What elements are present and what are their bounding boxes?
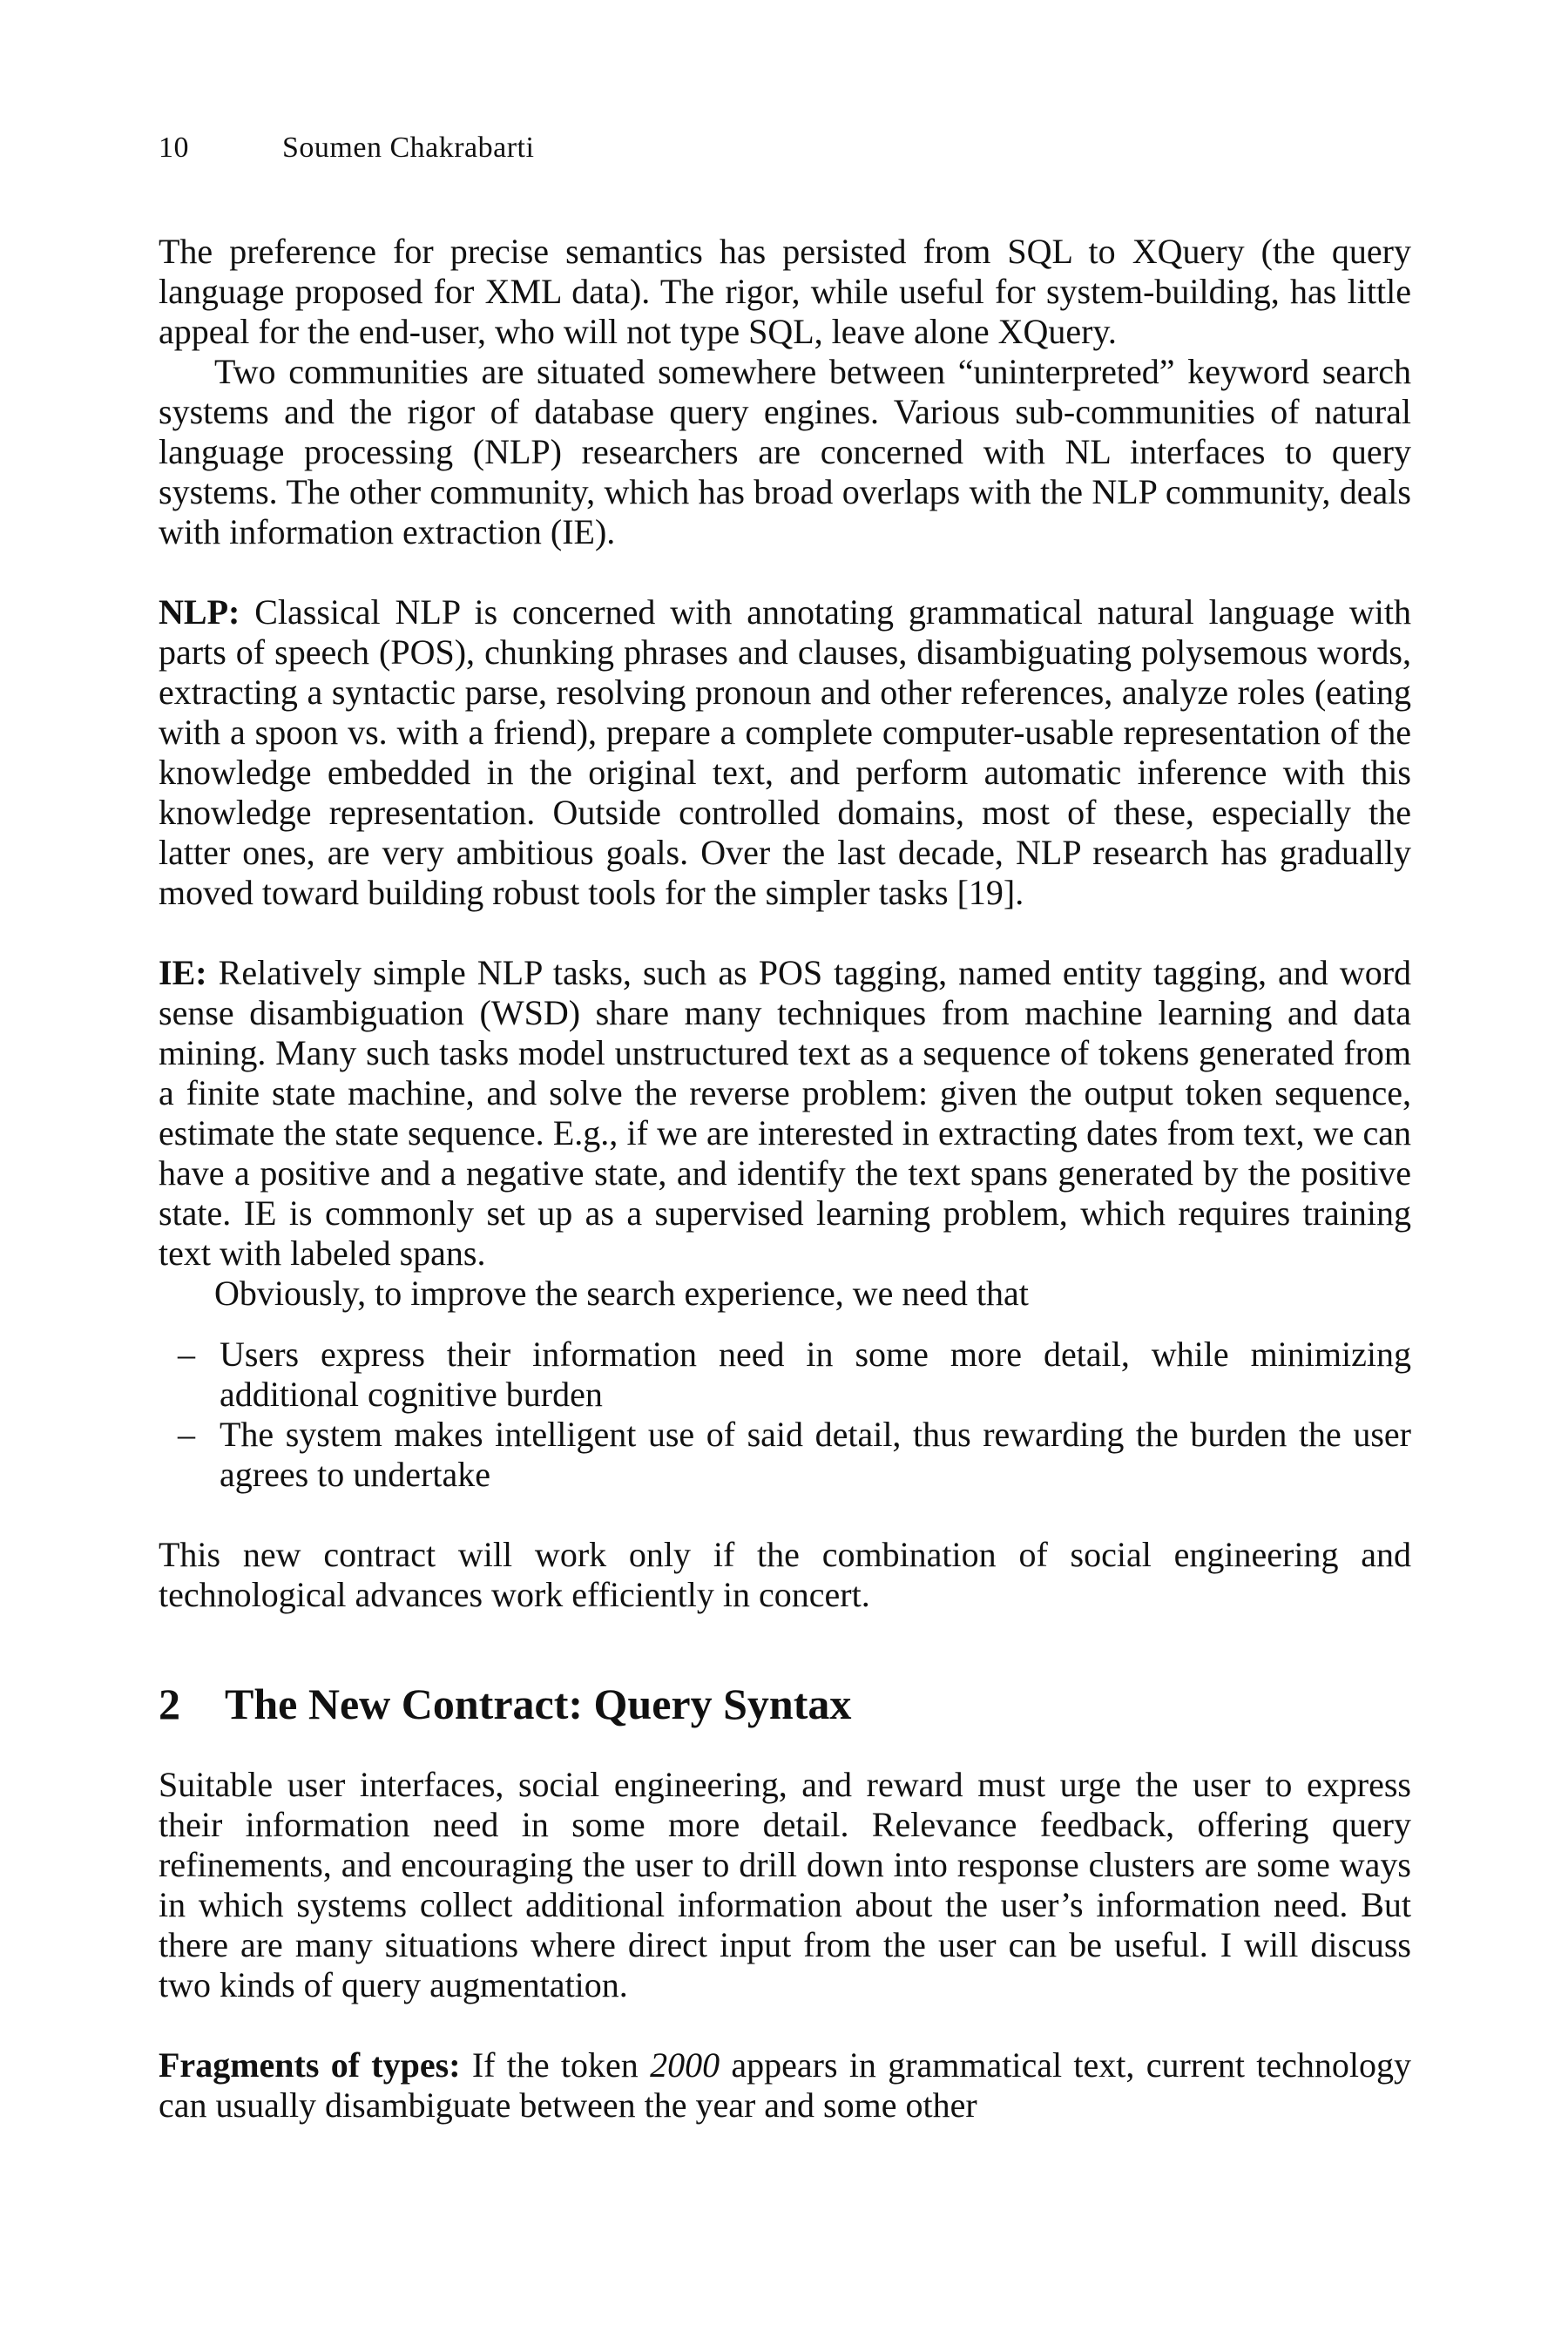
nlp-term: NLP: xyxy=(159,592,240,632)
page xyxy=(159,131,1411,2126)
requirements-list xyxy=(159,1335,1411,1495)
page-number: 10 xyxy=(159,132,189,164)
section-number: 2 xyxy=(159,1680,180,1728)
paragraph-user-interfaces: Suitable user interfaces, social engineering, and reward must urge the user to express their information need in some more detail. Relevance feedback, offering query refinements, and encouraging the user to drill down into response clusters are some ways in which systems collect additional information about the user’s information need. But there are many situations where direct input from the user can be useful. I will discuss two kinds of query augmentation. xyxy=(159,1765,1411,2004)
fragments-text-b: appears in grammatical text, current technology can usually disambiguate between the year and some other xyxy=(159,2045,1411,2125)
ie-text: Relatively simple NLP tasks, such as POS tagging, named entity tagging, and word sense disambiguation (WSD) share many techniques from machine learning and data mining. Many such tasks model unstructured text as a sequence of tokens generated from a finite state machine, and solve the reverse problem: given the output token sequence, estimate the state sequence. E.g., if we are interested in extracting dates from text, we can have a positive and a negative state, and identify the text spans generated by the positive state. IE is commonly set up as a supervised learning problem, which requires training text with labeled spans. xyxy=(159,953,1412,1273)
section-title: The New Contract: Query Syntax xyxy=(225,1680,852,1728)
fragments-token: 2000 xyxy=(650,2045,720,2085)
list-item-text: Users express their information need in some more detail, while minimizing additional cognitive burden xyxy=(220,1335,1411,1414)
list-dash: – xyxy=(178,1415,195,1454)
list-dash: – xyxy=(178,1335,195,1374)
paragraph-two-communities: Two communities are situated somewhere between “uninterpreted” keyword search systems and the rigor of database query engines. Various sub-communities of natural language processing (NLP) researchers are concerned with NL interfaces to query systems. The other community, which has broad overlaps with the NLP community, deals with information extraction (IE). xyxy=(159,352,1411,551)
section-heading xyxy=(159,1678,1411,1730)
paragraph-ie xyxy=(159,953,1411,1274)
fragments-term: Fragments of types: xyxy=(159,2045,461,2085)
running-head-author: Soumen Chakrabarti xyxy=(282,132,535,164)
list-item xyxy=(159,1335,1411,1415)
nlp-text: Classical NLP is concerned with annotating grammatical natural language with parts of speech (POS), chunking phrases and clauses, disambiguating polysemous words, extracting a syntactic parse, resolving pronoun and other references, analyze roles (eating with a spoon vs. with a friend), prepare a complete computer-usable representation of the knowledge embedded in the original text, and perform automatic inference with this knowledge representation. Outside controlled domains, most of these, especially the latter ones, are very ambitious goals. Over the last decade, NLP research has gradually moved toward building robust tools for the simpler tasks [19]. xyxy=(159,592,1411,912)
ie-term: IE: xyxy=(159,953,207,992)
paragraph-fragments xyxy=(159,2045,1411,2126)
paragraph-new-contract: This new contract will work only if the combination of social engineering and technological advances work efficiently in concert. xyxy=(159,1535,1411,1614)
running-head xyxy=(159,131,1411,166)
paragraph-obviously: Obviously, to improve the search experience, we need that xyxy=(214,1274,1029,1313)
fragments-text-a: If the token xyxy=(471,2045,639,2085)
paragraph-xquery: The preference for precise semantics has persisted from SQL to XQuery (the query language proposed for XML data). The rigor, while useful for system-building, has little appeal for the end-user, who will not type SQL, leave alone XQuery. xyxy=(159,232,1411,351)
paragraph-nlp xyxy=(159,592,1411,913)
list-item xyxy=(159,1415,1411,1495)
list-item-text: The system makes intelligent use of said detail, thus rewarding the burden the user agrees to undertake xyxy=(220,1415,1411,1494)
